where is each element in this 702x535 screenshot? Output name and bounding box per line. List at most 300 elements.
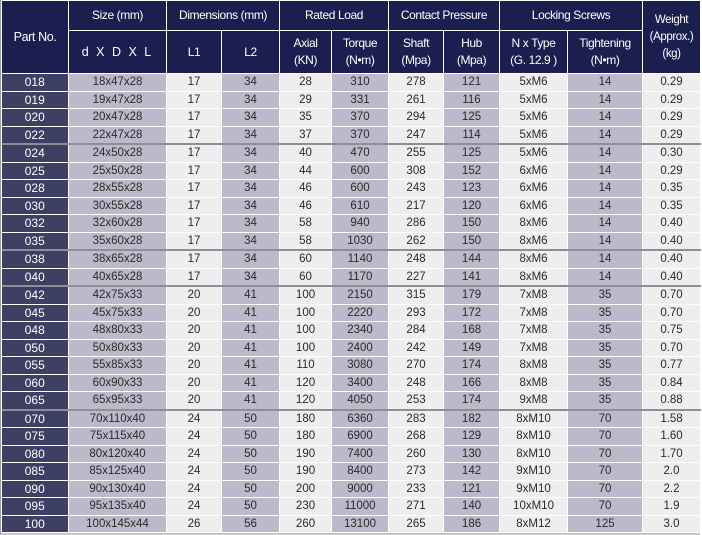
cell-tightening: 14 (568, 197, 643, 215)
cell-size: 48x80x33 (69, 322, 167, 340)
cell-axial: 60 (280, 268, 332, 286)
cell-shaft: 243 (389, 180, 444, 198)
cell-axial: 190 (280, 445, 332, 463)
cell-shaft: 278 (389, 74, 444, 92)
table-row (2, 126, 701, 144)
cell-weight: 0.70 (643, 286, 701, 304)
cell-shaft: 293 (389, 304, 444, 322)
cell-part-no: 042 (2, 286, 69, 304)
cell-shaft: 247 (389, 126, 444, 144)
header-rated-load: Rated Load (280, 1, 389, 31)
cell-axial: 190 (280, 463, 332, 481)
cell-l1: 17 (167, 126, 222, 144)
cell-hub: 125 (444, 144, 500, 162)
cell-part-no: 040 (2, 268, 69, 286)
cell-size: 35x60x28 (69, 232, 167, 250)
cell-weight: 0.40 (643, 232, 701, 250)
table-row (2, 515, 701, 533)
cell-weight: 1.60 (643, 428, 701, 446)
cell-l2: 34 (222, 74, 280, 92)
cell-l1: 17 (167, 250, 222, 268)
cell-shaft: 253 (389, 392, 444, 410)
locking-assembly-spec-table (1, 0, 701, 533)
cell-weight: 0.29 (643, 109, 701, 127)
table-row (2, 498, 701, 516)
cell-torque: 1140 (332, 250, 389, 268)
cell-screw-type: 7xM8 (500, 322, 568, 340)
cell-axial: 60 (280, 250, 332, 268)
cell-tightening: 14 (568, 162, 643, 180)
cell-l1: 17 (167, 268, 222, 286)
header-axial (280, 31, 332, 74)
cell-l2: 34 (222, 126, 280, 144)
cell-shaft: 248 (389, 374, 444, 392)
cell-l2: 41 (222, 286, 280, 304)
cell-hub: 174 (444, 392, 500, 410)
cell-torque: 370 (332, 109, 389, 127)
cell-tightening: 70 (568, 428, 643, 446)
header-torque (332, 31, 389, 74)
cell-shaft: 294 (389, 109, 444, 127)
cell-weight: 0.40 (643, 215, 701, 233)
cell-axial: 100 (280, 339, 332, 357)
cell-weight: 0.77 (643, 357, 701, 375)
cell-l1: 17 (167, 232, 222, 250)
cell-l2: 34 (222, 268, 280, 286)
cell-screw-type: 5xM6 (500, 126, 568, 144)
table-row (2, 268, 701, 286)
cell-hub: 186 (444, 515, 500, 533)
cell-hub: 114 (444, 126, 500, 144)
cell-torque: 1170 (332, 268, 389, 286)
header-dimensions: Dimensions (mm) (167, 1, 280, 31)
cell-hub: 149 (444, 339, 500, 357)
cell-tightening: 35 (568, 374, 643, 392)
cell-hub: 152 (444, 162, 500, 180)
cell-hub: 150 (444, 232, 500, 250)
cell-l1: 24 (167, 498, 222, 516)
table-row (2, 357, 701, 375)
cell-screw-type: 7xM8 (500, 286, 568, 304)
cell-torque: 600 (332, 180, 389, 198)
cell-l1: 24 (167, 445, 222, 463)
table-row (2, 304, 701, 322)
cell-l2: 41 (222, 392, 280, 410)
cell-part-no: 075 (2, 428, 69, 446)
cell-torque: 4050 (332, 392, 389, 410)
header-tightening-unit: (N•m) (590, 53, 620, 67)
cell-hub: 141 (444, 268, 500, 286)
table-row (2, 480, 701, 498)
cell-shaft: 315 (389, 286, 444, 304)
cell-screw-type: 9xM8 (500, 392, 568, 410)
cell-size: 70x110x40 (69, 410, 167, 428)
cell-l2: 50 (222, 428, 280, 446)
cell-part-no: 038 (2, 250, 69, 268)
cell-weight: 0.29 (643, 126, 701, 144)
cell-l2: 34 (222, 180, 280, 198)
cell-screw-type: 9xM10 (500, 480, 568, 498)
cell-size: 24x50x28 (69, 144, 167, 162)
cell-part-no: 022 (2, 126, 69, 144)
cell-part-no: 025 (2, 162, 69, 180)
cell-shaft: 265 (389, 515, 444, 533)
cell-size: 95x135x40 (69, 498, 167, 516)
cell-size: 100x145x44 (69, 515, 167, 533)
cell-torque: 2150 (332, 286, 389, 304)
cell-l1: 20 (167, 304, 222, 322)
header-weight-sub: (Approx.) (649, 30, 694, 43)
cell-screw-type: 5xM6 (500, 91, 568, 109)
cell-tightening: 14 (568, 74, 643, 92)
cell-shaft: 283 (389, 410, 444, 428)
cell-size: 90x130x40 (69, 480, 167, 498)
cell-l2: 50 (222, 445, 280, 463)
cell-size: 38x65x28 (69, 250, 167, 268)
header-weight-label: Weight (654, 13, 689, 26)
cell-axial: 180 (280, 428, 332, 446)
cell-axial: 100 (280, 304, 332, 322)
table-row (2, 286, 701, 304)
cell-part-no: 032 (2, 215, 69, 233)
cell-shaft: 270 (389, 357, 444, 375)
cell-part-no: 048 (2, 322, 69, 340)
cell-weight: 0.29 (643, 162, 701, 180)
header-shaft (389, 31, 444, 74)
cell-torque: 2340 (332, 322, 389, 340)
cell-weight: 0.88 (643, 392, 701, 410)
cell-l2: 41 (222, 322, 280, 340)
cell-l2: 34 (222, 91, 280, 109)
cell-size: 45x75x33 (69, 304, 167, 322)
cell-tightening: 14 (568, 126, 643, 144)
table-row (2, 410, 701, 428)
table-row (2, 392, 701, 410)
cell-l1: 24 (167, 480, 222, 498)
table-row (2, 109, 701, 127)
cell-hub: 130 (444, 445, 500, 463)
header-hub-label: Hub (461, 36, 482, 50)
cell-l2: 41 (222, 357, 280, 375)
cell-l2: 41 (222, 374, 280, 392)
cell-l2: 34 (222, 250, 280, 268)
cell-hub: 166 (444, 374, 500, 392)
cell-size: 22x47x28 (69, 126, 167, 144)
cell-part-no: 045 (2, 304, 69, 322)
cell-l2: 34 (222, 144, 280, 162)
table-row (2, 250, 701, 268)
cell-weight: 2.2 (643, 480, 701, 498)
cell-part-no: 028 (2, 180, 69, 198)
cell-screw-type: 8xM6 (500, 250, 568, 268)
cell-shaft: 261 (389, 91, 444, 109)
cell-shaft: 268 (389, 428, 444, 446)
cell-hub: 182 (444, 410, 500, 428)
cell-l1: 17 (167, 144, 222, 162)
cell-part-no: 020 (2, 109, 69, 127)
cell-hub: 179 (444, 286, 500, 304)
cell-l2: 34 (222, 232, 280, 250)
cell-shaft: 308 (389, 162, 444, 180)
cell-tightening: 14 (568, 91, 643, 109)
cell-screw-type: 7xM8 (500, 304, 568, 322)
cell-screw-type: 8xM10 (500, 428, 568, 446)
cell-hub: 168 (444, 322, 500, 340)
cell-weight: 0.70 (643, 304, 701, 322)
table-row (2, 322, 701, 340)
cell-hub: 123 (444, 180, 500, 198)
cell-size: 25x50x28 (69, 162, 167, 180)
cell-l1: 20 (167, 322, 222, 340)
cell-hub: 172 (444, 304, 500, 322)
cell-l1: 17 (167, 197, 222, 215)
cell-weight: 0.35 (643, 180, 701, 198)
cell-l2: 34 (222, 109, 280, 127)
cell-tightening: 14 (568, 250, 643, 268)
cell-axial: 29 (280, 91, 332, 109)
table-row (2, 144, 701, 162)
cell-size: 18x47x28 (69, 74, 167, 92)
cell-torque: 940 (332, 215, 389, 233)
cell-torque: 1030 (332, 232, 389, 250)
cell-hub: 140 (444, 498, 500, 516)
cell-part-no: 080 (2, 445, 69, 463)
cell-screw-type: 8xM6 (500, 215, 568, 233)
header-type-unit: (G. 12.9 ) (510, 53, 557, 67)
cell-screw-type: 5xM6 (500, 74, 568, 92)
cell-l1: 17 (167, 109, 222, 127)
cell-l1: 17 (167, 91, 222, 109)
cell-part-no: 024 (2, 144, 69, 162)
cell-shaft: 255 (389, 144, 444, 162)
cell-torque: 8400 (332, 463, 389, 481)
cell-part-no: 050 (2, 339, 69, 357)
cell-axial: 120 (280, 374, 332, 392)
cell-size: 30x55x28 (69, 197, 167, 215)
cell-size: 65x95x33 (69, 392, 167, 410)
cell-screw-type: 5xM6 (500, 109, 568, 127)
cell-weight: 1.70 (643, 445, 701, 463)
cell-hub: 120 (444, 197, 500, 215)
cell-l2: 50 (222, 480, 280, 498)
cell-tightening: 35 (568, 392, 643, 410)
cell-l1: 17 (167, 180, 222, 198)
header-size: Size (mm) (69, 1, 167, 31)
cell-axial: 260 (280, 515, 332, 533)
table-header (2, 1, 701, 74)
header-hub-unit: (Mpa) (456, 53, 487, 67)
cell-tightening: 35 (568, 286, 643, 304)
cell-l1: 24 (167, 463, 222, 481)
cell-shaft: 248 (389, 250, 444, 268)
cell-l1: 17 (167, 162, 222, 180)
cell-tightening: 35 (568, 304, 643, 322)
cell-part-no: 055 (2, 357, 69, 375)
cell-axial: 46 (280, 180, 332, 198)
cell-part-no: 065 (2, 392, 69, 410)
cell-tightening: 14 (568, 144, 643, 162)
cell-l1: 24 (167, 428, 222, 446)
cell-size: 80x120x40 (69, 445, 167, 463)
cell-torque: 610 (332, 197, 389, 215)
header-type-label: N x Type (511, 36, 556, 50)
table-row (2, 428, 701, 446)
cell-l1: 17 (167, 74, 222, 92)
cell-part-no: 060 (2, 374, 69, 392)
cell-shaft: 227 (389, 268, 444, 286)
cell-hub: 125 (444, 109, 500, 127)
cell-hub: 116 (444, 91, 500, 109)
cell-tightening: 70 (568, 480, 643, 498)
cell-size: 42x75x33 (69, 286, 167, 304)
cell-tightening: 70 (568, 498, 643, 516)
cell-torque: 3080 (332, 357, 389, 375)
cell-axial: 100 (280, 286, 332, 304)
cell-weight: 0.35 (643, 197, 701, 215)
header-tightening (568, 31, 643, 74)
cell-torque: 470 (332, 144, 389, 162)
cell-l2: 56 (222, 515, 280, 533)
cell-screw-type: 7xM8 (500, 339, 568, 357)
cell-screw-type: 5xM6 (500, 144, 568, 162)
cell-weight: 0.30 (643, 144, 701, 162)
cell-hub: 129 (444, 428, 500, 446)
cell-shaft: 284 (389, 322, 444, 340)
cell-l1: 17 (167, 215, 222, 233)
header-part-no: Part No. (2, 1, 69, 74)
header-weight (643, 1, 701, 74)
table-row (2, 215, 701, 233)
cell-hub: 121 (444, 480, 500, 498)
cell-l2: 34 (222, 162, 280, 180)
header-hub (444, 31, 500, 74)
cell-shaft: 242 (389, 339, 444, 357)
cell-weight: 1.9 (643, 498, 701, 516)
cell-screw-type: 8xM10 (500, 410, 568, 428)
cell-part-no: 090 (2, 480, 69, 498)
cell-size: 85x125x40 (69, 463, 167, 481)
cell-part-no: 019 (2, 91, 69, 109)
cell-torque: 370 (332, 126, 389, 144)
cell-part-no: 085 (2, 463, 69, 481)
cell-tightening: 14 (568, 109, 643, 127)
cell-tightening: 14 (568, 180, 643, 198)
cell-size: 20x47x28 (69, 109, 167, 127)
table-row (2, 445, 701, 463)
cell-tightening: 70 (568, 463, 643, 481)
cell-screw-type: 8xM6 (500, 232, 568, 250)
cell-size: 19x47x28 (69, 91, 167, 109)
cell-size: 55x85x33 (69, 357, 167, 375)
cell-axial: 200 (280, 480, 332, 498)
cell-torque: 2220 (332, 304, 389, 322)
cell-tightening: 35 (568, 357, 643, 375)
header-axial-label: Axial (293, 36, 318, 50)
cell-axial: 120 (280, 392, 332, 410)
header-contact-pressure: Contact Pressure (389, 1, 500, 31)
cell-axial: 37 (280, 126, 332, 144)
table-row (2, 339, 701, 357)
table-row (2, 91, 701, 109)
cell-weight: 0.84 (643, 374, 701, 392)
cell-weight: 3.0 (643, 515, 701, 533)
cell-part-no: 030 (2, 197, 69, 215)
cell-shaft: 262 (389, 232, 444, 250)
header-l2: L2 (222, 31, 280, 74)
cell-weight: 0.40 (643, 250, 701, 268)
cell-tightening: 35 (568, 339, 643, 357)
cell-axial: 44 (280, 162, 332, 180)
cell-size: 28x55x28 (69, 180, 167, 198)
cell-size: 60x90x33 (69, 374, 167, 392)
cell-screw-type: 10xM10 (500, 498, 568, 516)
cell-l2: 50 (222, 463, 280, 481)
cell-l2: 41 (222, 304, 280, 322)
cell-tightening: 35 (568, 322, 643, 340)
cell-torque: 600 (332, 162, 389, 180)
cell-axial: 100 (280, 322, 332, 340)
cell-l1: 20 (167, 286, 222, 304)
table-row (2, 162, 701, 180)
table-row (2, 197, 701, 215)
header-l1: L1 (167, 31, 222, 74)
cell-tightening: 125 (568, 515, 643, 533)
cell-l1: 20 (167, 357, 222, 375)
cell-tightening: 14 (568, 215, 643, 233)
cell-part-no: 070 (2, 410, 69, 428)
cell-weight: 0.75 (643, 322, 701, 340)
cell-screw-type: 8xM6 (500, 268, 568, 286)
cell-torque: 6900 (332, 428, 389, 446)
cell-size: 32x60x28 (69, 215, 167, 233)
header-locking-screws: Locking Screws (500, 1, 643, 31)
header-shaft-label: Shaft (403, 36, 430, 50)
cell-screw-type: 8xM10 (500, 445, 568, 463)
cell-l2: 41 (222, 339, 280, 357)
cell-weight: 1.58 (643, 410, 701, 428)
cell-torque: 2400 (332, 339, 389, 357)
cell-hub: 144 (444, 250, 500, 268)
cell-shaft: 260 (389, 445, 444, 463)
cell-l1: 24 (167, 410, 222, 428)
cell-torque: 310 (332, 74, 389, 92)
cell-l1: 20 (167, 339, 222, 357)
table-row (2, 74, 701, 92)
cell-weight: 0.29 (643, 91, 701, 109)
cell-l2: 34 (222, 197, 280, 215)
cell-torque: 6360 (332, 410, 389, 428)
table-body (2, 74, 701, 533)
cell-l2: 34 (222, 215, 280, 233)
cell-l1: 20 (167, 392, 222, 410)
cell-hub: 174 (444, 357, 500, 375)
cell-shaft: 271 (389, 498, 444, 516)
cell-shaft: 233 (389, 480, 444, 498)
cell-axial: 230 (280, 498, 332, 516)
cell-shaft: 273 (389, 463, 444, 481)
cell-size: 75x115x40 (69, 428, 167, 446)
cell-part-no: 035 (2, 232, 69, 250)
cell-axial: 40 (280, 144, 332, 162)
cell-screw-type: 6xM6 (500, 180, 568, 198)
cell-axial: 58 (280, 232, 332, 250)
header-axial-unit: (KN) (293, 53, 318, 67)
cell-tightening: 14 (568, 268, 643, 286)
cell-weight: 0.40 (643, 268, 701, 286)
cell-screw-type: 8xM12 (500, 515, 568, 533)
header-type (500, 31, 568, 74)
cell-axial: 35 (280, 109, 332, 127)
